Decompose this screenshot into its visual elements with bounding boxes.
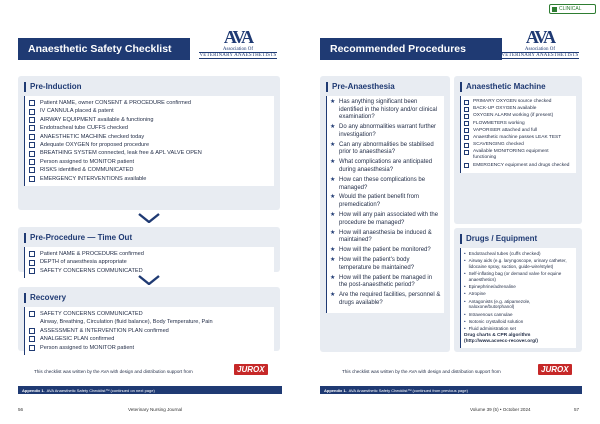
checklist-item	[29, 107, 270, 115]
checkbox[interactable]	[29, 125, 35, 131]
checkbox[interactable]	[29, 268, 35, 274]
question-text: How can these complications be managed?	[339, 176, 426, 191]
journal-name: Veterinary Nursing Journal	[128, 407, 183, 412]
star-icon: ★	[330, 124, 336, 131]
volume-info: Volume 39 (5) • October 2024	[470, 407, 531, 412]
drug-item-label: Fluid administration set	[468, 325, 516, 331]
checklist-item-label: BREATHING SYSTEM connected, leak free & APL VALVE OPEN	[40, 150, 202, 157]
checklist-item	[29, 344, 270, 352]
appendix-caption: AVA Anaesthetic Safety Checklist™ (continued on next page)	[46, 387, 155, 393]
checklist-item	[29, 149, 270, 157]
checklist-item-label: DEPTH of anaesthesia appropriate	[40, 259, 127, 266]
chevron-down-icon	[137, 213, 161, 223]
machine-check-item	[464, 128, 573, 134]
star-icon: ★	[330, 99, 336, 105]
question-item	[330, 247, 441, 255]
checkbox[interactable]	[464, 128, 469, 133]
ava-logo	[198, 28, 278, 68]
checklist-item	[29, 258, 270, 266]
drug-item-label: Endotracheal tubes (cuffs checked)	[468, 251, 541, 256]
drug-item	[464, 284, 573, 290]
question-item	[330, 159, 441, 174]
question-text: Has anything significant been identified in the history and/or clinical examination?	[339, 99, 438, 121]
drug-list	[464, 251, 573, 332]
section-title: Pre-Procedure — Time Out	[24, 233, 280, 243]
checklist-item-label: Adequate OXYGEN for proposed procedure	[40, 142, 150, 149]
section-title: Recovery	[24, 293, 280, 303]
checkbox[interactable]	[464, 163, 469, 168]
jurox-logo: JUROX	[234, 364, 268, 375]
star-icon: ★	[330, 292, 336, 299]
machine-check-item	[464, 142, 573, 148]
checklist-item-label: AIRWAY EQUIPMENT available & functioning	[40, 116, 154, 123]
page-number-right: 57	[574, 407, 580, 412]
appendix-bar-left	[18, 386, 282, 394]
machine-check-label: BACK-UP OXYGEN available	[473, 106, 537, 112]
machine-check-item	[464, 135, 573, 141]
section-drugs-equipment	[454, 228, 582, 352]
checklist-item-label: Person assigned to MONITOR patient	[40, 158, 135, 165]
ava-logo-mark: AVA	[525, 27, 555, 47]
checkbox[interactable]	[464, 143, 469, 148]
checklist-item	[29, 141, 270, 149]
question-text: What complications are anticipated during anaesthesia?	[339, 159, 433, 173]
checkbox[interactable]	[29, 260, 35, 266]
ava-logo-line1: Association Of	[524, 47, 556, 52]
question-text: Are the required facilities, personnel & drugs available?	[339, 292, 441, 306]
section-title: Pre-Anaesthesia	[326, 82, 450, 92]
bullet-icon: •	[464, 251, 466, 256]
checkbox[interactable]	[464, 121, 469, 126]
bullet-icon: •	[464, 325, 466, 331]
drug-item	[464, 312, 573, 318]
machine-check-label: OXYGEN ALARM working (if present)	[473, 113, 554, 119]
jurox-logo: JUROX	[538, 364, 572, 375]
right-header	[316, 24, 586, 70]
checklist-item-label: SAFETY CONCERNS COMMUNICATED	[40, 267, 143, 274]
checkbox[interactable]	[29, 142, 35, 148]
question-text: How will the patient be monitored?	[339, 247, 431, 254]
clinical-tag	[549, 4, 596, 14]
question-item	[330, 194, 441, 209]
checklist-item	[29, 124, 270, 132]
question-text: How will any pain associated with the procedure be managed?	[339, 212, 439, 226]
checkbox[interactable]	[29, 328, 35, 334]
star-icon: ★	[330, 159, 336, 166]
section-list	[24, 307, 274, 355]
ava-logo	[500, 28, 580, 68]
drug-item	[464, 271, 573, 283]
appendix-caption: AVA Anaesthetic Safety Checklist™ (continued from previous page)	[348, 387, 468, 393]
drug-item	[464, 258, 573, 270]
checklist-item	[29, 133, 270, 141]
question-item	[330, 124, 441, 139]
drug-item	[464, 251, 573, 257]
star-icon: ★	[330, 247, 336, 254]
bullet-icon: •	[464, 271, 466, 277]
machine-check-label: FLOWMETERS working	[473, 120, 525, 126]
bullet-icon: •	[464, 284, 466, 290]
machine-check-item	[464, 163, 573, 169]
question-item	[330, 292, 441, 307]
checkbox[interactable]	[29, 345, 35, 351]
checkbox[interactable]	[464, 135, 469, 140]
checklist-item	[29, 267, 270, 275]
checkbox[interactable]	[29, 311, 35, 317]
question-item	[330, 99, 441, 122]
drug-item-label: Self-inflating bag (or demand valve for equine anaesthetics)	[468, 271, 562, 282]
checkbox[interactable]	[464, 107, 469, 112]
checklist-item	[29, 335, 270, 343]
question-item	[330, 177, 441, 192]
machine-check-label: Anaesthetic machine passes LEAK TEST	[473, 134, 562, 140]
left-page	[14, 24, 284, 388]
ava-logo-line2: VETERINARY ANAESTHETISTS	[199, 53, 277, 58]
checklist-item	[29, 327, 270, 335]
checkbox[interactable]	[29, 336, 35, 342]
machine-check-label: EMERGENCY equipment and drugs checked	[473, 162, 570, 168]
checklist-item-label: ASSESSMENT & INTERVENTION PLAN confirmed	[40, 327, 169, 334]
checkbox[interactable]	[464, 114, 469, 119]
machine-check-label: VAPORISER attached and full	[473, 127, 538, 133]
checkbox[interactable]	[29, 109, 35, 115]
checklist-item	[29, 250, 270, 258]
footer-note: This checklist was written by the AVA with design and distribution support from	[342, 369, 501, 374]
checkbox[interactable]	[29, 151, 35, 157]
left-header	[14, 24, 284, 70]
machine-check-label: PRIMARY OXYGEN source checked	[473, 99, 552, 104]
section-title: Anaesthetic Machine	[460, 82, 582, 92]
question-item	[330, 212, 441, 227]
star-icon: ★	[330, 257, 336, 264]
question-text: How will the patient's body temperature be maintained?	[339, 257, 415, 271]
appendix-bar-right	[320, 386, 582, 394]
checkbox[interactable]	[464, 100, 469, 105]
question-item	[330, 230, 441, 245]
drug-item-label: Isotonic crystalloid solution	[468, 318, 524, 324]
checklist-item-label: EMERGENCY INTERVENTIONS available	[40, 175, 147, 182]
checklist-item-label: ANAESTHETIC MACHINE checked today	[40, 133, 145, 140]
bullet-icon: •	[464, 311, 466, 317]
right-page	[316, 24, 586, 388]
checkbox[interactable]	[29, 134, 35, 140]
question-item	[330, 275, 441, 290]
checkbox[interactable]	[29, 159, 35, 165]
drug-item-label: Intravenous cannulae	[468, 311, 513, 317]
drug-item-label: Epinephrine/adrenaline	[468, 284, 516, 290]
clinical-label: CLINICAL	[559, 6, 582, 12]
bullet-icon: •	[464, 291, 466, 297]
machine-check-item	[464, 121, 573, 127]
checkbox[interactable]	[29, 100, 35, 106]
ava-logo-line2: VETERINARY ANAESTHETISTS	[501, 53, 579, 58]
left-title: Anaesthetic Safety Checklist	[18, 38, 190, 60]
question-text: How will the patient be managed in the post-anaesthetic period?	[339, 274, 433, 289]
machine-check-item	[464, 149, 573, 161]
section-recovery	[18, 287, 280, 351]
star-icon: ★	[330, 274, 336, 281]
drug-item	[464, 299, 573, 311]
star-icon: ★	[330, 229, 336, 236]
drug-item	[464, 326, 573, 332]
footer-note: This checklist was written by the AVA with design and distribution support from	[34, 369, 193, 374]
star-icon: ★	[330, 176, 336, 183]
checklist-item-label: Endotracheal tube CUFFS checked	[40, 125, 128, 132]
checklist-item	[29, 99, 270, 107]
tag-square-icon	[552, 7, 557, 12]
checklist-item-label: ANALGESIC PLAN confirmed	[40, 336, 115, 343]
chevron-down-icon	[137, 275, 161, 285]
checklist-item	[29, 166, 270, 174]
checklist-item-label: IV CANNULA placed & patent	[40, 108, 114, 115]
machine-check-item	[464, 106, 573, 112]
star-icon: ★	[330, 141, 336, 148]
checklist-item	[29, 175, 270, 183]
checkbox[interactable]	[29, 117, 35, 123]
machine-check-label: Available MONITORING equipment functioning	[473, 149, 549, 161]
star-icon: ★	[330, 194, 336, 201]
drug-item-label: Airway aids (e.g. laryngoscope, urinary catheter, lidocaine spray, suction, guide-wire/stylet)	[468, 258, 567, 269]
question-item	[330, 142, 441, 157]
bullet-icon: •	[464, 298, 466, 304]
ava-logo-line1: Association Of	[222, 47, 254, 52]
checklist-item-label: Patient NAME, owner CONSENT & PROCEDURE confirmed	[40, 100, 191, 106]
checklist-item-label: Patient NAME & PROCEDURE confirmed	[40, 251, 144, 257]
checklist-item	[29, 116, 270, 124]
question-list	[330, 99, 441, 308]
checklist-item-label: RISKS identified & COMMUNICATED	[40, 167, 134, 174]
checklist-item	[29, 158, 270, 166]
question-text: Do any abnormalities warrant further investigation?	[339, 124, 437, 138]
drug-item-label: Antagonists (e.g. atipamezole, naloxone/butorphanol)	[468, 298, 531, 310]
checkbox[interactable]	[29, 251, 35, 257]
right-title: Recommended Procedures	[320, 38, 502, 60]
section-pre-procedure	[18, 227, 280, 272]
checklist-item	[29, 318, 270, 326]
bullet-icon: •	[464, 258, 466, 264]
question-text: How will anaesthesia be induced & maintained?	[339, 229, 432, 244]
checkbox[interactable]	[29, 176, 35, 182]
section-list	[24, 247, 274, 278]
section-pre-anaesthesia	[320, 76, 450, 352]
checklist-item-label: Airway, Breathing, Circulation (fluid balance), Body Temperature, Pain	[40, 319, 213, 326]
page-number-left: 56	[18, 407, 24, 412]
question-item	[330, 257, 441, 272]
star-icon: ★	[330, 212, 336, 219]
checkbox[interactable]	[464, 150, 469, 155]
section-list	[24, 96, 274, 186]
section-list	[460, 96, 576, 173]
machine-check-item	[464, 113, 573, 119]
drug-item-label: Atropine	[468, 291, 486, 297]
ava-logo-mark: AVA	[223, 27, 253, 47]
section-title: Pre-Induction	[24, 82, 280, 92]
checklist-item	[29, 310, 270, 318]
question-text: Would the patient benefit from premedication?	[339, 194, 419, 209]
appendix-label: Appendix 1.	[22, 387, 45, 393]
bullet-icon: •	[464, 318, 466, 324]
drug-charts-line: Drug charts & CPR algorithm (http://www.acvecc-recover.org/)	[464, 333, 538, 345]
appendix-label: Appendix 1.	[324, 387, 347, 393]
checklist-item-label: Person assigned to MONITOR patient	[40, 344, 135, 351]
section-anaesthetic-machine	[454, 76, 582, 224]
machine-check-item	[464, 99, 573, 105]
section-list	[326, 96, 444, 313]
section-title: Drugs / Equipment	[460, 234, 582, 244]
checklist-item-label: SAFETY CONCERNS COMMUNICATED	[40, 311, 143, 317]
section-list	[460, 248, 576, 348]
drug-item	[464, 319, 573, 325]
checkbox[interactable]	[29, 167, 35, 173]
machine-check-label: SCAVENGING checked	[473, 142, 524, 148]
drug-item	[464, 291, 573, 297]
question-text: Can any abnormalities be stabilised prior to anaesthesia?	[339, 141, 434, 156]
section-pre-induction	[18, 76, 280, 210]
